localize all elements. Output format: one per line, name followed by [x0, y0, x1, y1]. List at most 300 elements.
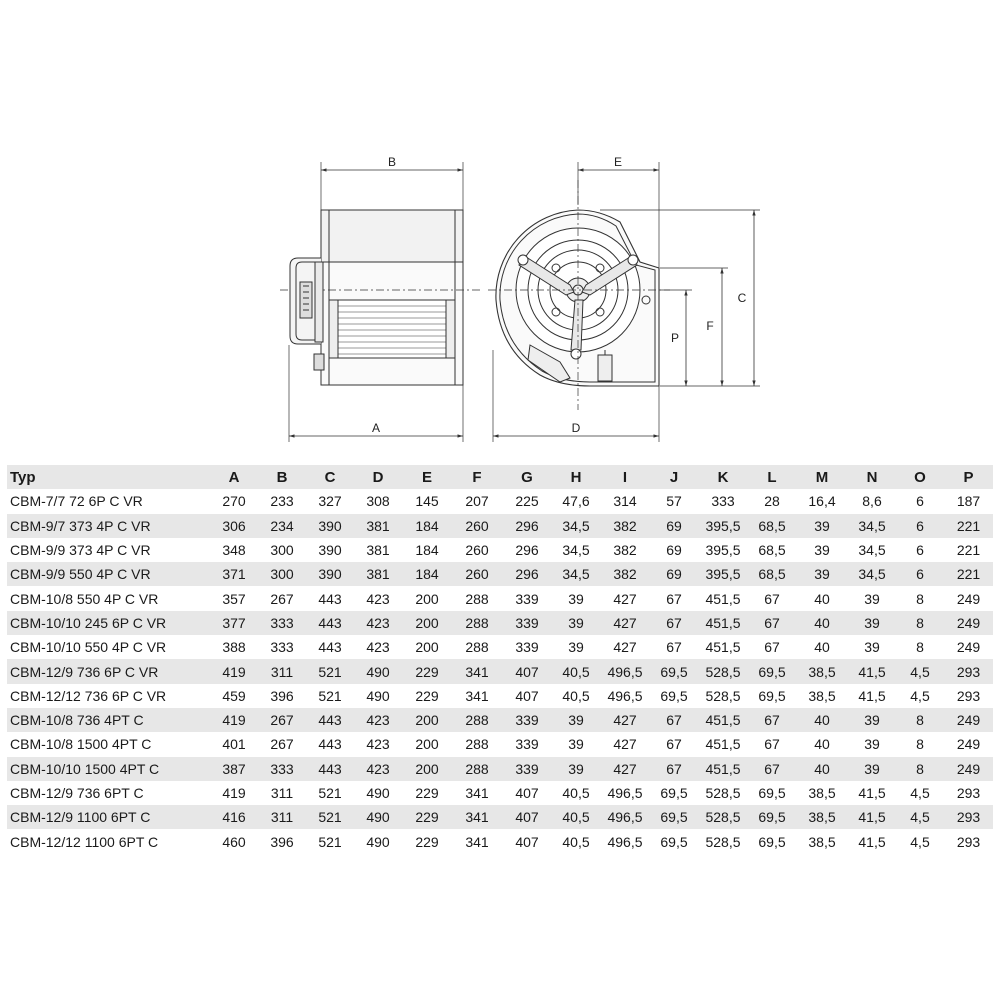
- dimension-cell: 293: [956, 687, 981, 704]
- dimension-cell: 423: [354, 757, 402, 781]
- table-row: [7, 805, 993, 829]
- dimension-cell: 348: [222, 542, 246, 559]
- dimension-cell: 427: [600, 611, 650, 635]
- dimension-cell: 41,5: [848, 659, 896, 683]
- dimension-cell: 377: [210, 611, 258, 635]
- dimension-cell: 8: [896, 757, 944, 781]
- dimension-cell: 6: [916, 493, 924, 510]
- dimension-cell: 34,5: [848, 562, 896, 586]
- dimension-cell: 221: [944, 514, 993, 538]
- dimension-cell: 496,5: [607, 833, 643, 850]
- column-header-l: L: [748, 465, 796, 489]
- dimension-cell: 260: [452, 514, 502, 538]
- dimension-cell: 145: [415, 493, 439, 510]
- dimension-cell: 69,5: [748, 659, 796, 683]
- dimension-cell: 40,5: [562, 687, 590, 704]
- dimension-cell: 38,5: [808, 687, 836, 704]
- model-name-cell: CBM-10/10 245 6P C VR: [7, 611, 210, 635]
- dimension-cell: 38,5: [796, 805, 848, 829]
- dimension-cell: 39: [864, 590, 880, 607]
- dimension-cell: 39: [848, 757, 896, 781]
- dimension-cell: 451,5: [705, 736, 741, 753]
- dimension-cell: 521: [318, 785, 342, 801]
- dimension-cell: 249: [956, 590, 981, 607]
- model-name-cell: CBM-10/8 736 4PT C: [7, 708, 210, 732]
- dimension-cell: 423: [366, 736, 390, 753]
- dimension-cell: 67: [650, 757, 698, 781]
- dimension-cell: 443: [306, 757, 354, 781]
- dimension-cell: 490: [366, 687, 390, 704]
- dimension-cell: 69,5: [758, 833, 786, 850]
- dimension-cell: 521: [318, 833, 342, 850]
- dimension-cell: 451,5: [698, 708, 748, 732]
- dimension-label-d: D: [571, 421, 581, 435]
- dimension-cell: 327: [318, 493, 342, 510]
- dimension-cell: 339: [502, 757, 552, 781]
- dimension-cell: 339: [502, 611, 552, 635]
- dimension-cell: 39: [568, 639, 584, 656]
- dimension-cell: 39: [864, 736, 880, 753]
- dimension-cell: 68,5: [758, 542, 786, 559]
- dimension-cell: 390: [306, 562, 354, 586]
- dimension-cell: 38,5: [808, 833, 836, 850]
- dimension-cell: 390: [306, 514, 354, 538]
- dimension-cell: 41,5: [848, 805, 896, 829]
- dimension-cell: 423: [366, 639, 390, 656]
- dimension-cell: 67: [666, 639, 682, 656]
- dimension-cell: 496,5: [607, 785, 643, 801]
- dimension-cell: 200: [402, 757, 452, 781]
- table-row: [7, 829, 993, 853]
- dimension-cell: 184: [402, 514, 452, 538]
- dimension-cell: 407: [515, 687, 539, 704]
- model-name-cell: CBM-7/7 72 6P C VR: [10, 493, 143, 510]
- model-name-cell: CBM-12/9 736 6P C VR: [7, 659, 210, 683]
- dimension-cell: 333: [270, 639, 294, 656]
- column-header-m: M: [796, 465, 848, 489]
- dimension-cell: 200: [415, 736, 439, 753]
- dimension-cell: 41,5: [858, 785, 886, 801]
- dimension-cell: 443: [318, 736, 342, 753]
- dimension-cell: 40,5: [552, 805, 600, 829]
- dimension-cell: 34,5: [848, 514, 896, 538]
- dimension-cell: 40,5: [552, 659, 600, 683]
- dimension-cell: 496,5: [600, 805, 650, 829]
- dimension-cell: 293: [956, 833, 981, 850]
- dimension-cell: 496,5: [600, 659, 650, 683]
- dimension-cell: 339: [515, 590, 539, 607]
- dimension-label-p: P: [670, 331, 680, 345]
- dimension-cell: 407: [502, 659, 552, 683]
- dimension-cell: 40: [814, 736, 830, 753]
- dimension-cell: 288: [465, 639, 489, 656]
- dimension-cell: 427: [600, 757, 650, 781]
- dimension-cell: 39: [864, 639, 880, 656]
- dimension-cell: 339: [515, 639, 539, 656]
- column-header-typ: Typ: [7, 465, 210, 489]
- dimension-cell: 39: [848, 708, 896, 732]
- dimension-label-b: B: [387, 155, 397, 169]
- dimension-cell: 306: [210, 514, 258, 538]
- dimension-cell: 308: [366, 493, 390, 510]
- dimension-cell: 4,5: [910, 833, 930, 850]
- dimension-cell: 451,5: [705, 639, 741, 656]
- dimension-cell: 395,5: [698, 514, 748, 538]
- dimension-cell: 423: [366, 590, 390, 607]
- dimension-cell: 39: [796, 562, 848, 586]
- dimension-cell: 69,5: [660, 687, 688, 704]
- dimension-cell: 229: [402, 805, 452, 829]
- dimension-cell: 200: [415, 639, 439, 656]
- column-header-g: G: [502, 465, 552, 489]
- dimension-cell: 416: [210, 805, 258, 829]
- dimension-cell: 401: [222, 736, 246, 753]
- dimension-cell: 41,5: [858, 833, 886, 850]
- dimension-cell: 221: [944, 562, 993, 586]
- dimension-cell: 451,5: [698, 611, 748, 635]
- dimension-cell: 47,6: [562, 493, 590, 510]
- dimension-cell: 296: [515, 542, 539, 559]
- dimension-cell: 270: [222, 493, 246, 510]
- column-header-a: A: [210, 465, 258, 489]
- dimension-cell: 39: [552, 611, 600, 635]
- dimension-cell: 528,5: [705, 687, 741, 704]
- column-header-o: O: [896, 465, 944, 489]
- dimension-cell: 6: [896, 514, 944, 538]
- dimension-cell: 528,5: [698, 659, 748, 683]
- dimension-cell: 69,5: [660, 833, 688, 850]
- dimension-cell: 341: [465, 833, 489, 850]
- dimension-cell: 427: [613, 590, 637, 607]
- model-name-cell: CBM-9/7 373 4P C VR: [7, 514, 210, 538]
- dimension-cell: 288: [452, 611, 502, 635]
- dimension-cell: 288: [465, 590, 489, 607]
- dimension-cell: 333: [258, 611, 306, 635]
- dimension-cell: 67: [764, 736, 780, 753]
- dimension-cell: 187: [956, 493, 981, 510]
- dimension-cell: 423: [354, 708, 402, 732]
- dimension-cell: 69: [650, 514, 698, 538]
- dimension-cell: 40: [796, 757, 848, 781]
- dimension-cell: 16,4: [808, 493, 836, 510]
- dimension-cell: 8: [916, 736, 924, 753]
- fan-technical-drawing: [0, 0, 1000, 460]
- dimension-cell: 8: [916, 590, 924, 607]
- dimension-cell: 528,5: [705, 833, 741, 850]
- dimension-label-c: C: [737, 291, 747, 305]
- dimension-cell: 69,5: [650, 805, 698, 829]
- dimension-cell: 200: [402, 611, 452, 635]
- column-header-j: J: [650, 465, 698, 489]
- dimension-cell: 40: [796, 611, 848, 635]
- dimension-cell: 221: [956, 542, 981, 559]
- side-view: [280, 162, 480, 442]
- dimension-cell: 300: [270, 542, 294, 559]
- dimension-cell: 184: [402, 562, 452, 586]
- dimension-cell: 490: [354, 805, 402, 829]
- dimension-cell: 381: [366, 542, 390, 559]
- dimension-cell: 8: [896, 708, 944, 732]
- dimensions-table: [7, 465, 993, 854]
- table-row: [7, 781, 993, 805]
- table-row: [7, 732, 993, 756]
- dimension-cell: 184: [415, 542, 439, 559]
- dimension-cell: 249: [956, 639, 981, 656]
- dimension-cell: 69,5: [748, 805, 796, 829]
- dimension-cell: 443: [306, 611, 354, 635]
- model-name-cell: CBM-12/12 1100 6PT C: [10, 833, 159, 850]
- dimension-cell: 8,6: [862, 493, 882, 510]
- dimension-cell: 451,5: [705, 590, 741, 607]
- column-header-i: I: [600, 465, 650, 489]
- dimension-cell: 39: [552, 708, 600, 732]
- dimension-cell: 388: [222, 639, 246, 656]
- dimension-cell: 293: [944, 659, 993, 683]
- dimension-cell: 67: [666, 736, 682, 753]
- model-name-cell: CBM-12/12 736 6P C VR: [10, 687, 167, 704]
- column-header-h: H: [552, 465, 600, 489]
- dimension-cell: 296: [502, 514, 552, 538]
- dimension-cell: 8: [916, 639, 924, 656]
- dimension-cell: 8: [896, 611, 944, 635]
- dimension-cell: 311: [258, 659, 306, 683]
- dimension-cell: 341: [465, 687, 489, 704]
- dimension-cell: 496,5: [607, 687, 643, 704]
- table-body: [7, 489, 993, 853]
- dimension-cell: 234: [258, 514, 306, 538]
- dimension-cell: 419: [222, 785, 246, 801]
- dimension-cell: 67: [650, 708, 698, 732]
- dimension-cell: 67: [764, 590, 780, 607]
- table-row: [7, 659, 993, 683]
- dimension-cell: 39: [796, 514, 848, 538]
- dimension-cell: 40: [814, 639, 830, 656]
- dimension-cell: 6: [896, 562, 944, 586]
- dimension-cell: 229: [402, 659, 452, 683]
- dimension-cell: 382: [600, 562, 650, 586]
- dimension-cell: 427: [613, 639, 637, 656]
- dimension-cell: 34,5: [552, 514, 600, 538]
- dimension-cell: 68,5: [748, 514, 796, 538]
- table-header-row: [7, 465, 993, 489]
- dimension-cell: 396: [270, 687, 294, 704]
- dimension-label-a: A: [371, 421, 381, 435]
- dimension-cell: 333: [711, 493, 735, 510]
- dimension-cell: 41,5: [858, 687, 886, 704]
- dimension-cell: 296: [502, 562, 552, 586]
- dimension-cell: 339: [515, 736, 539, 753]
- dimension-cell: 341: [452, 659, 502, 683]
- column-header-n: N: [848, 465, 896, 489]
- dimension-cell: 382: [600, 514, 650, 538]
- dimension-cell: 451,5: [698, 757, 748, 781]
- dimension-cell: 4,5: [896, 805, 944, 829]
- dimension-cell: 40: [814, 590, 830, 607]
- dimension-cell: 267: [270, 590, 294, 607]
- dimension-cell: 249: [956, 736, 981, 753]
- dimension-cell: 443: [306, 708, 354, 732]
- dimension-cell: 521: [306, 659, 354, 683]
- dimension-cell: 69: [666, 542, 682, 559]
- dimension-label-f: F: [706, 319, 714, 333]
- column-header-k: K: [698, 465, 748, 489]
- dimension-cell: 371: [210, 562, 258, 586]
- dimension-cell: 67: [748, 611, 796, 635]
- dimension-cell: 490: [354, 659, 402, 683]
- dimension-cell: 293: [944, 805, 993, 829]
- dimension-cell: 260: [452, 562, 502, 586]
- dimension-cell: 443: [318, 639, 342, 656]
- table-row: [7, 757, 993, 781]
- dimension-cell: 39: [848, 611, 896, 635]
- table-row: [7, 489, 993, 513]
- dimension-cell: 67: [764, 639, 780, 656]
- dimension-cell: 407: [515, 833, 539, 850]
- dimension-cell: 267: [270, 736, 294, 753]
- dimension-cell: 69,5: [650, 659, 698, 683]
- dimension-cell: 233: [270, 493, 294, 510]
- dimension-cell: 4,5: [910, 785, 930, 801]
- dimension-cell: 288: [452, 708, 502, 732]
- model-name-cell: CBM-12/9 736 6PT C: [10, 785, 144, 801]
- dimension-cell: 249: [944, 757, 993, 781]
- dimension-cell: 333: [258, 757, 306, 781]
- dimension-cell: 207: [465, 493, 489, 510]
- column-header-d: D: [354, 465, 402, 489]
- dimension-cell: 69,5: [758, 785, 786, 801]
- dimension-cell: 39: [814, 542, 830, 559]
- dimension-cell: 69,5: [660, 785, 688, 801]
- column-header-c: C: [306, 465, 354, 489]
- dimension-cell: 34,5: [858, 542, 886, 559]
- table-row: [7, 684, 993, 708]
- table-row: [7, 611, 993, 635]
- dimension-cell: 249: [944, 611, 993, 635]
- table-row: [7, 538, 993, 562]
- table-row: [7, 514, 993, 538]
- dimension-cell: 225: [515, 493, 539, 510]
- dimension-cell: 341: [452, 805, 502, 829]
- table-row: [7, 562, 993, 586]
- dimension-cell: 69,5: [758, 687, 786, 704]
- dimension-cell: 229: [415, 687, 439, 704]
- dimension-cell: 490: [366, 785, 390, 801]
- dimension-cell: 339: [502, 708, 552, 732]
- dimension-cell: 459: [222, 687, 246, 704]
- dimension-cell: 300: [258, 562, 306, 586]
- dimension-cell: 395,5: [698, 562, 748, 586]
- dimension-cell: 69: [650, 562, 698, 586]
- dimension-cell: 200: [415, 590, 439, 607]
- dimension-cell: 34,5: [562, 542, 590, 559]
- dimension-cell: 38,5: [808, 785, 836, 801]
- dimension-cell: 40: [796, 708, 848, 732]
- dimension-cell: 57: [666, 493, 682, 510]
- column-header-p: P: [944, 465, 993, 489]
- column-header-e: E: [402, 465, 452, 489]
- dimension-cell: 490: [366, 833, 390, 850]
- dimension-cell: 521: [318, 687, 342, 704]
- model-name-cell: CBM-10/8 1500 4PT C: [10, 736, 152, 753]
- dimension-cell: 427: [600, 708, 650, 732]
- table-row: [7, 708, 993, 732]
- dimension-cell: 419: [210, 708, 258, 732]
- dimension-cell: 39: [552, 757, 600, 781]
- dimension-cell: 38,5: [796, 659, 848, 683]
- dimension-cell: 311: [270, 785, 294, 801]
- front-view: [488, 162, 760, 442]
- dimension-cell: 229: [415, 833, 439, 850]
- column-header-b: B: [258, 465, 306, 489]
- table-row: [7, 635, 993, 659]
- model-name-cell: CBM-12/9 1100 6PT C: [7, 805, 210, 829]
- model-name-cell: CBM-9/9 550 4P C VR: [7, 562, 210, 586]
- dimension-cell: 387: [210, 757, 258, 781]
- dimension-cell: 28: [764, 493, 780, 510]
- model-name-cell: CBM-10/8 550 4P C VR: [10, 590, 159, 607]
- column-header-f: F: [452, 465, 502, 489]
- dimension-cell: 381: [354, 514, 402, 538]
- dimension-cell: 34,5: [552, 562, 600, 586]
- dimension-cell: 68,5: [748, 562, 796, 586]
- dimension-cell: 39: [568, 590, 584, 607]
- dimension-cell: 528,5: [705, 785, 741, 801]
- dimension-cell: 40,5: [562, 833, 590, 850]
- dimension-cell: 460: [222, 833, 246, 850]
- dimension-cell: 314: [613, 493, 637, 510]
- dimension-cell: 396: [270, 833, 294, 850]
- dimension-cell: 267: [258, 708, 306, 732]
- model-name-cell: CBM-10/10 550 4P C VR: [10, 639, 167, 656]
- dimension-cell: 341: [465, 785, 489, 801]
- dimension-cell: 419: [210, 659, 258, 683]
- dimension-cell: 67: [666, 590, 682, 607]
- dimension-cell: 423: [354, 611, 402, 635]
- dimension-label-e: E: [613, 155, 623, 169]
- dimension-cell: 40,5: [562, 785, 590, 801]
- dimension-cell: 390: [318, 542, 342, 559]
- dimension-cell: 229: [415, 785, 439, 801]
- table-row: [7, 586, 993, 610]
- dimension-cell: 4,5: [896, 659, 944, 683]
- dimension-cell: 4,5: [910, 687, 930, 704]
- dimension-cell: 528,5: [698, 805, 748, 829]
- model-name-cell: CBM-10/10 1500 4PT C: [7, 757, 210, 781]
- dimension-cell: 357: [222, 590, 246, 607]
- dimension-cell: 67: [748, 757, 796, 781]
- dimension-cell: 67: [650, 611, 698, 635]
- dimension-cell: 288: [465, 736, 489, 753]
- dimension-cell: 293: [956, 785, 981, 801]
- dimension-cell: 311: [258, 805, 306, 829]
- dimension-cell: 6: [916, 542, 924, 559]
- dimension-cell: 67: [748, 708, 796, 732]
- dimension-cell: 200: [402, 708, 452, 732]
- dimension-cell: 395,5: [705, 542, 741, 559]
- dimension-cell: 407: [515, 785, 539, 801]
- dimension-cell: 249: [944, 708, 993, 732]
- dimension-cell: 382: [613, 542, 637, 559]
- dimension-cell: 381: [354, 562, 402, 586]
- dimension-cell: 521: [306, 805, 354, 829]
- dimension-cell: 39: [568, 736, 584, 753]
- dimension-cell: 407: [502, 805, 552, 829]
- dimension-cell: 443: [318, 590, 342, 607]
- dimension-cell: 260: [465, 542, 489, 559]
- dimension-cell: 427: [613, 736, 637, 753]
- dimension-cell: 288: [452, 757, 502, 781]
- model-name-cell: CBM-9/9 373 4P C VR: [10, 542, 151, 559]
